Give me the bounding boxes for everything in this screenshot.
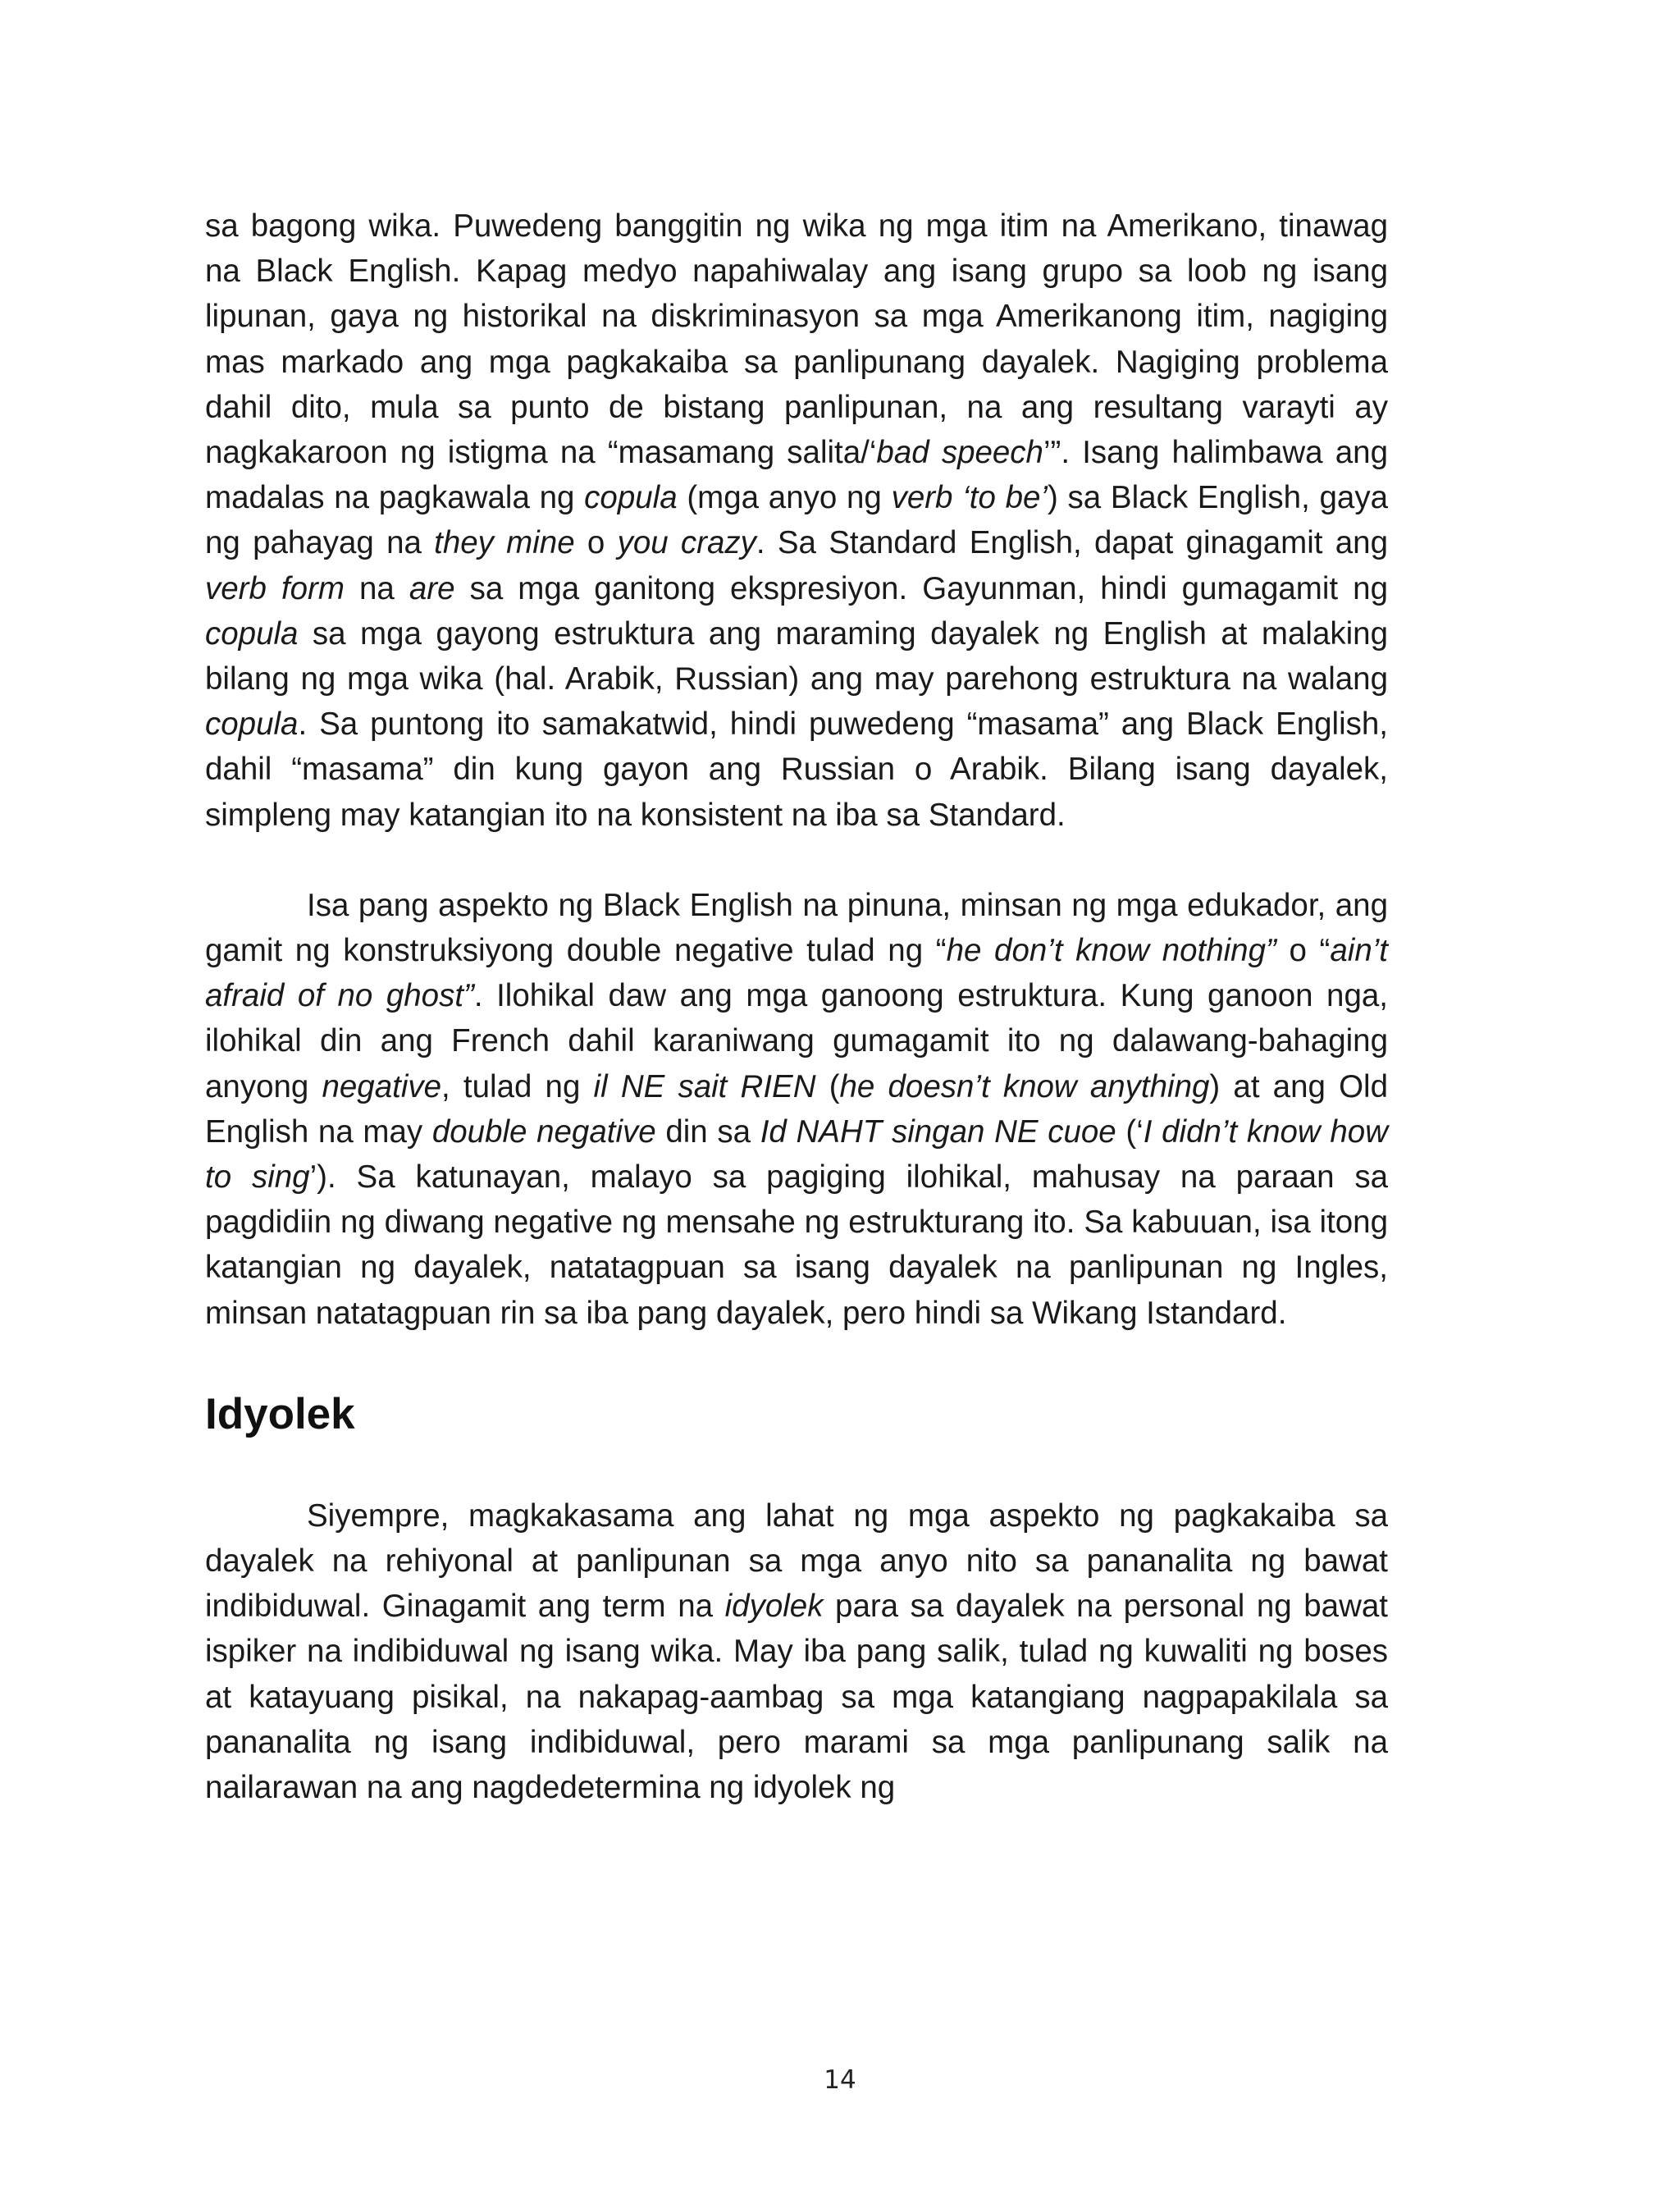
- text-run: . Sa Standard English, dapat ginagamit ang: [756, 525, 1388, 561]
- page-number: 14: [824, 2065, 856, 2095]
- italic-term: copula: [205, 615, 299, 652]
- text-run: ’”. Isang halimbawa ang madalas na pagkawala ng: [205, 435, 1388, 516]
- italic-term: he doesn’t know anything: [839, 1068, 1210, 1104]
- text-run: . Sa puntong ito samakatwid, hindi puwedeng “masama” ang Black English, dahil “masama” din kung gayon ang Russian o Arabik. Bilang isang dayalek, simpleng may katangian ito na konsistent na iba sa Standard.: [205, 706, 1388, 833]
- text-run: o: [574, 525, 618, 561]
- italic-term: copula: [584, 480, 678, 516]
- text-run: (: [815, 1068, 840, 1104]
- italic-term: bad speech: [876, 435, 1043, 471]
- text-run: na: [344, 570, 409, 606]
- text-run: (mga anyo ng: [677, 480, 892, 516]
- text-run: ) at ang Old English na may: [205, 1068, 1388, 1150]
- italic-term: I didn’t know how to sing: [205, 1113, 1388, 1196]
- text-run: . Ilohikal daw ang mga ganoong estruktura. Kung ganoon nga, ilohikal din ang French dahil karaniwang gumagamit ito ng dalawang-bahaging anyong: [205, 978, 1388, 1104]
- text-run: para sa dayalek na personal ng bawat ispiker na indibiduwal ng isang wika. May iba pang salik, tulad ng kuwaliti ng boses at katayuang pisikal, na nakapag-aambag sa mga katangiang nagpapakilala sa pananalita ng isang indibiduwal, pero marami sa mga panlipunang salik na nailarawan na ang nagdedetermina ng idyolek ng: [205, 1589, 1388, 1806]
- italic-term: he don’t know nothing”: [946, 933, 1276, 969]
- italic-term: double negative: [431, 1113, 656, 1150]
- text-run: (‘: [1116, 1113, 1144, 1150]
- text-run: Isa pang aspekto ng Black English na pinuna, minsan ng mga edukador, ang gamit ng konstruksiyong double negative tulad ng “: [205, 887, 1388, 969]
- text-run: sa mga gayong estruktura ang maraming dayalek ng English at malaking bilang ng mga wika (hal. Arabik, Russian) ang may parehong estruktura na walang: [205, 615, 1388, 697]
- paragraph-idyolek: [205, 1493, 1388, 1810]
- italic-term: copula: [205, 706, 299, 743]
- italic-term: they mine: [434, 525, 575, 561]
- italic-term: are: [409, 570, 455, 606]
- italic-term: negative: [322, 1068, 442, 1104]
- page-content: [205, 203, 1388, 1810]
- italic-term: verb ‘to be’: [891, 480, 1048, 516]
- text-run: ) sa Black English, gaya ng pahayag na: [205, 480, 1388, 561]
- text-run: sa bagong wika. Puwedeng banggitin ng wika ng mga itim na Amerikano, tinawag na Black English. Kapag medyo napahiwalay ang isang grupo sa loob ng isang lipunan, gaya ng historikal na diskriminasyon sa mga Amerikanong itim, nagiging mas markado ang mga pagkakaiba sa panlipunang dayalek. Nagiging problema dahil dito, mula sa punto de bistang panlipunan, na ang resultang varayti ay nagkakaroon ng istigma na “masamang salita/‘: [205, 208, 1388, 471]
- text-run: din sa: [655, 1113, 760, 1150]
- heading-spacer-bottom: [205, 1441, 1388, 1493]
- italic-term: il NE sait RIEN: [593, 1068, 816, 1104]
- italic-term: ain’t afraid of no ghost”: [205, 933, 1388, 1014]
- section-heading: Idyolek: [205, 1389, 355, 1438]
- italic-term: idyolek: [724, 1589, 824, 1625]
- italic-term: Id NAHT singan NE cuoe: [760, 1113, 1116, 1150]
- italic-term: verb form: [205, 570, 345, 606]
- text-run: sa mga ganitong ekspresiyon. Gayunman, hindi gumagamit ng: [454, 570, 1389, 606]
- text-run: o “: [1276, 933, 1331, 969]
- italic-term: you crazy: [617, 525, 756, 561]
- heading-spacer-top: [205, 1336, 1388, 1388]
- text-run: ’). Sa katunayan, malayo sa pagiging ilohikal, mahusay na paraan sa pagdidiin ng diwang negative ng mensahe ng estrukturang ito. Sa kabuuan, isa itong katangian ng dayalek, natatagpuan sa isang dayalek na panlipunan ng Ingles, minsan natatagpuan rin sa iba pang dayalek, pero hindi sa Wikang Istandard.: [205, 1159, 1388, 1331]
- text-run: Siyempre, magkakasama ang lahat ng mga aspekto ng pagkakaiba sa dayalek na rehiyonal at panlipunan sa mga anyo nito sa pananalita ng bawat indibiduwal. Ginagamit ang term na: [205, 1497, 1388, 1625]
- paragraph-spacer: [205, 838, 1388, 883]
- paragraph-black-english-copula: [205, 203, 1388, 838]
- text-run: , tulad ng: [441, 1068, 594, 1104]
- paragraph-double-negative: [205, 883, 1388, 1336]
